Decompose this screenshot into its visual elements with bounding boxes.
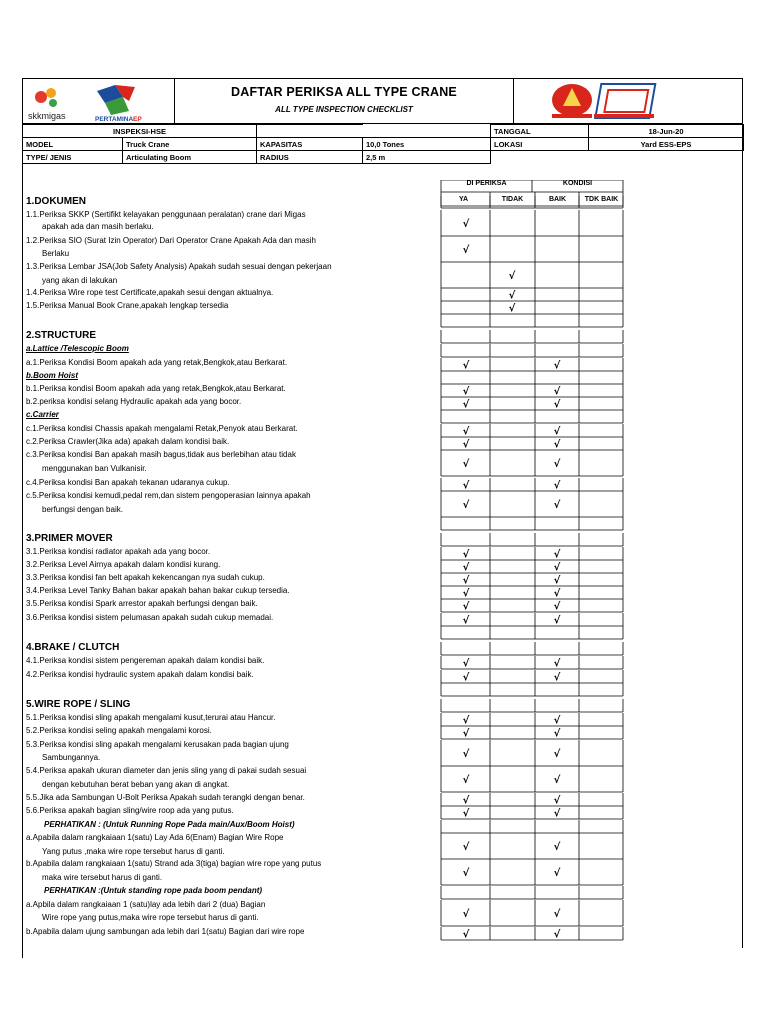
tanggal-label: TANGGAL [491, 125, 589, 138]
logo-area-right [513, 79, 742, 125]
row-text: PERHATIKAN :(Untuk standing rope pada boom pendant) [44, 886, 263, 895]
row-text: maka wire tersebut harus di ganti. [42, 873, 163, 882]
page-title: DAFTAR PERIKSA ALL TYPE CRANE [231, 85, 457, 99]
col-tidak: TIDAK [501, 196, 524, 203]
check-ya: √ [462, 749, 470, 760]
check-ya: √ [462, 868, 470, 879]
col-di-periksa: DI PERIKSA [466, 180, 507, 187]
page-subtitle: ALL TYPE INSPECTION CHECKLIST [275, 105, 413, 114]
row-text: b.Apabila dalam ujung sambungan ada lebih dari 1(satu) Bagian dari wire rope [26, 927, 305, 936]
check-tidak: √ [508, 303, 516, 315]
row-text: 5.6.Periksa apakah bagian sling/wire roop ada yang putus. [26, 806, 234, 815]
check-baik: √ [553, 929, 561, 941]
svg-text:skkmigas: skkmigas [28, 111, 66, 121]
row-text: 3.2.Periksa Level Airnya apakah dalam kondisi kurang. [26, 560, 221, 569]
svg-text:PERTAMINA: PERTAMINA [95, 116, 134, 123]
check-baik: √ [553, 715, 561, 727]
row-text: 5.5.Jika ada Sambungan U-Bolt Periksa Apakah sudah terangki dengan benar. [26, 793, 305, 802]
check-ya: √ [462, 615, 470, 627]
check-ya: √ [462, 459, 470, 470]
check-ya: √ [462, 360, 470, 372]
lokasi-label: LOKASI [491, 138, 589, 151]
row-text: c.5.Periksa kondisi kemudi,pedal rem,dan sistem pengoperasian lainnya apakah [26, 491, 311, 500]
row-text: Berlaku [42, 249, 70, 258]
check-baik: √ [553, 842, 561, 853]
company-emblem [550, 80, 660, 124]
row-text: 1.5.Periksa Manual Book Crane,apakah lengkap tersedia [26, 301, 229, 310]
row-text: Sambungannya. [42, 753, 101, 762]
row-text: 4.1.Periksa kondisi sistem pengereman apakah dalam kondisi baik. [26, 656, 265, 665]
check-ya: √ [462, 386, 470, 398]
check-ya: √ [462, 439, 470, 451]
check-ya: √ [462, 929, 470, 941]
row-text: b.1.Periksa kondisi Boom apakah ada yang retak,Bengkok,atau Berkarat. [26, 384, 286, 393]
check-tidak: √ [508, 271, 516, 282]
check-baik: √ [553, 549, 561, 561]
row-text: 3.6.Periksa kondisi sistem pelumasan apakah sudah cukup memadai. [26, 613, 274, 622]
row-text: 2.STRUCTURE [26, 330, 97, 341]
type-label: TYPE/ JENIS [23, 151, 123, 164]
row-text: a.Apbila dalam rangkaiaan 1 (satu)lay ada lebih dari 2 (dua) Bagian [26, 900, 266, 909]
col-kondisi: KONDISI [562, 180, 593, 187]
check-baik: √ [553, 672, 561, 684]
row-text: 3.5.Periksa kondisi Spark arrestor apakah berfungsi dengan baik. [26, 599, 258, 608]
type-value: Articulating Boom [123, 151, 257, 164]
col-tdk-baik: TDK BAIK [584, 196, 619, 203]
row-text: 1.2.Periksa SIO (Surat Izin Operator) Dari Operator Crane Apakah Ada dan masih [26, 236, 316, 245]
check-ya: √ [462, 426, 470, 438]
check-ya: √ [462, 672, 470, 684]
row-text: dengan kebutuhan berat beban yang akan di angkat. [42, 780, 230, 789]
check-ya: √ [462, 909, 470, 920]
row-text: apakah ada dan masih berlaku. [42, 222, 154, 231]
skkmigas-logo [27, 82, 87, 122]
check-baik: √ [553, 909, 561, 920]
row-text: a.Apabila dalam rangkaiaan 1(satu) Lay Ada 6(Enam) Bagian Wire Rope [26, 833, 284, 842]
row-text: 1.1.Periksa SKKP (Sertifikt kelayakan penggunaan peralatan) crane dari Migas [26, 210, 306, 219]
left-border [22, 78, 23, 958]
check-tidak: √ [508, 290, 516, 302]
row-text: b.Apabila dalam rangkaiaan 1(satu) Strand ada 3(tiga) bagian wire rope yang putus [26, 859, 322, 868]
check-baik: √ [553, 658, 561, 670]
row-text: Wire rope yang putus,maka wire rope tersebut harus di ganti. [42, 913, 259, 922]
check-baik: √ [553, 562, 561, 574]
row-text: 1.3.Periksa Lembar JSA(Job Safety Analysis) Apakah sudah sesuai dengan pekerjaan [26, 262, 332, 271]
row-text: c.1.Periksa kondisi Chassis apakah mengalami Retak,Penyok atau Berkarat. [26, 424, 298, 433]
tanggal-value: 18-Jun-20 [589, 125, 744, 138]
check-ya: √ [462, 399, 470, 411]
kapasitas-label: KAPASITAS [257, 138, 363, 151]
check-ya: √ [462, 658, 470, 670]
row-text: menggunakan ban Vulkanisir. [42, 464, 147, 473]
row-text: 3.PRIMER MOVER [26, 533, 113, 544]
inspeksi-label: INSPEKSI-HSE [23, 125, 257, 138]
check-baik: √ [553, 795, 561, 807]
check-ya: √ [462, 588, 470, 600]
check-ya: √ [462, 795, 470, 807]
check-ya: √ [462, 728, 470, 740]
row-text: c.Carrier [26, 410, 59, 419]
radius-label: RADIUS [257, 151, 363, 164]
row-text: a.Lattice /Telescopic Boom [26, 344, 129, 353]
check-baik: √ [553, 399, 561, 411]
check-ya: √ [462, 575, 470, 587]
check-ya: √ [462, 842, 470, 853]
row-text: c.4.Periksa kondisi Ban apakah tekanan udaranya cukup. [26, 478, 230, 487]
model-value: Truck Crane [123, 138, 257, 151]
kapasitas-value: 10,0 Tones [363, 138, 491, 151]
row-text: berfungsi dengan baik. [42, 505, 123, 514]
check-ya: √ [462, 601, 470, 613]
row-text: 3.1.Periksa kondisi radiator apakah ada yang bocor. [26, 547, 211, 556]
row-text: 4.2.Periksa kondisi hydraulic system apakah dalam kondisi baik. [26, 670, 254, 679]
check-baik: √ [553, 480, 561, 492]
row-text: b.2.periksa kondisi selang Hydraulic apakah ada yang bocor. [26, 397, 242, 406]
logo-area-left [23, 79, 175, 125]
row-text: yang akan di lakukan [42, 276, 118, 285]
col-baik: BAIK [548, 196, 567, 203]
check-ya: √ [462, 500, 470, 511]
check-ya: √ [462, 715, 470, 727]
check-ya: √ [462, 808, 470, 820]
check-baik: √ [553, 775, 561, 786]
check-baik: √ [553, 749, 561, 760]
row-text: 5.1.Periksa kondisi sling apakah mengalami kusut,terurai atau Hancur. [26, 713, 276, 722]
check-baik: √ [553, 459, 561, 470]
row-text: c.3.Periksa kondisi Ban apakah masih bagus,tidak aus berlebihan atau tidak [26, 450, 296, 459]
check-ya: √ [462, 775, 470, 786]
title-box [175, 79, 513, 125]
model-label: MODEL [23, 138, 123, 151]
check-baik: √ [553, 588, 561, 600]
check-ya: √ [462, 562, 470, 574]
row-text: c.2.Periksa Crawler(Jika ada) apakah dalam kondisi baik. [26, 437, 230, 446]
check-ya: √ [462, 245, 470, 256]
row-text: PERHATIKAN : (Untuk Running Rope Pada main/Aux/Boom Hoist) [44, 820, 295, 829]
check-baik: √ [553, 426, 561, 438]
row-text: a.1.Periksa Kondisi Boom apakah ada yang retak,Bengkok,atau Berkarat. [26, 358, 288, 367]
check-baik: √ [553, 500, 561, 511]
header [22, 78, 743, 124]
row-text: 5.2.Periksa kondisi seling apakah mengalami korosi. [26, 726, 212, 735]
row-text: 4.BRAKE / CLUTCH [26, 642, 120, 653]
radius-value: 2,5 m [363, 151, 491, 164]
row-text: 3.3.Periksa kondisi fan belt apakah kekencangan nya sudah cukup. [26, 573, 265, 582]
row-text: 3.4.Periksa Level Tanky Bahan bakar apakah bahan bakar cukup tersedia. [26, 586, 290, 595]
check-baik: √ [553, 439, 561, 451]
check-baik: √ [553, 868, 561, 879]
check-baik: √ [553, 808, 561, 820]
row-text: 5.WIRE ROPE / SLING [26, 699, 131, 710]
svg-text:EP: EP [133, 116, 142, 123]
check-ya: √ [462, 219, 470, 230]
row-text: 5.4.Periksa apakah ukuran diameter dan jenis sling yang di pakai sudah sesuai [26, 766, 307, 775]
info-table [22, 124, 744, 164]
check-ya: √ [462, 480, 470, 492]
check-baik: √ [553, 575, 561, 587]
col-ya: YA [458, 196, 469, 203]
check-baik: √ [553, 728, 561, 740]
check-baik: √ [553, 386, 561, 398]
check-ya: √ [462, 549, 470, 561]
check-baik: √ [553, 360, 561, 372]
row-text: Yang putus ,maka wire rope tersebut harus di ganti. [42, 847, 225, 856]
check-baik: √ [553, 615, 561, 627]
right-border [742, 78, 743, 948]
row-text: b.Boom Hoist [26, 371, 78, 380]
row-text: 1.4.Periksa Wire rope test Certificate,apakah sesui dengan aktualnya. [26, 288, 274, 297]
row-text: 5.3.Periksa kondisi sling apakah mengalami kerusakan pada bagian ujung [26, 740, 289, 749]
check-baik: √ [553, 601, 561, 613]
row-text: 1.DOKUMEN [26, 196, 87, 207]
pertamina-logo [89, 81, 169, 123]
lokasi-value: Yard ESS-EPS [589, 138, 744, 151]
